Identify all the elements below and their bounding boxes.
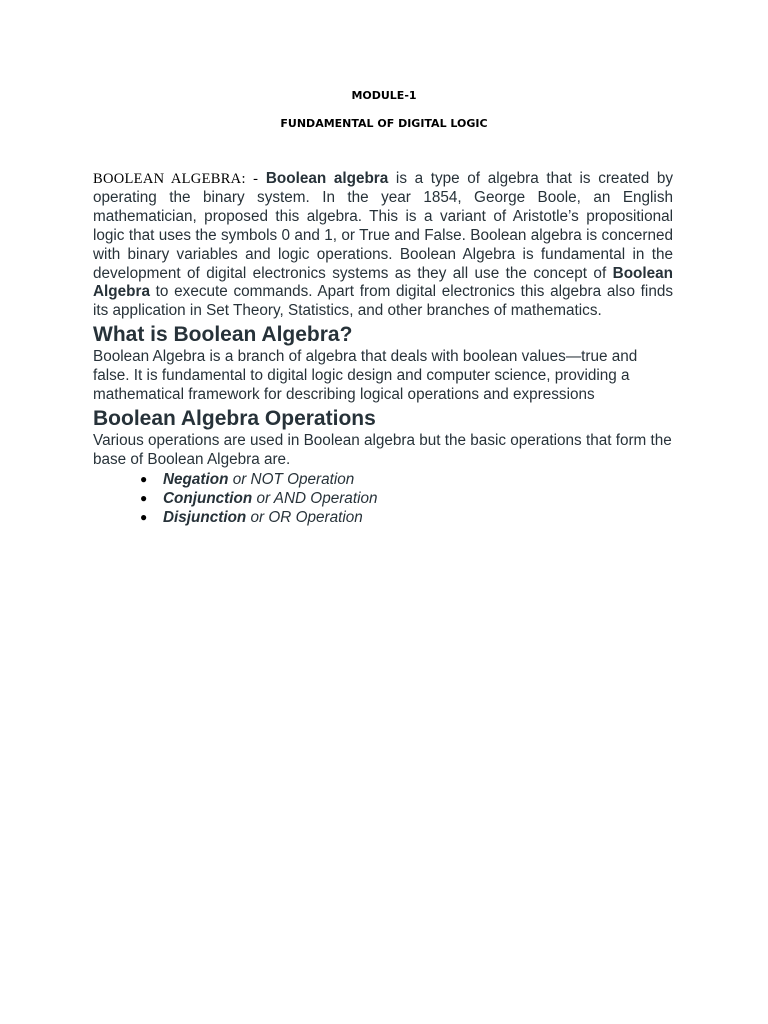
operation-term: Conjunction xyxy=(163,489,253,507)
operation-rest: or AND Operation xyxy=(252,489,378,507)
intro-lead: BOOLEAN ALGEBRA: - xyxy=(93,171,259,187)
list-item xyxy=(140,489,673,508)
operations-paragraph: Various operations are used in Boolean algebra but the basic operations that form the base of Boolean Algebra are. xyxy=(93,431,672,468)
intro-term-boolean-algebra: Boolean algebra xyxy=(265,170,389,187)
operation-term: Disjunction xyxy=(163,508,247,526)
bullet-icon: ● xyxy=(140,490,148,505)
document-body xyxy=(93,170,673,527)
intro-paragraph xyxy=(93,170,673,321)
operations-list xyxy=(93,470,673,527)
what-is-paragraph: Boolean Algebra is a branch of algebra that deals with boolean values—true and false. It is fundamental to digital logic design and computer science, providing a mathematical framework for describing logical operations and expressions xyxy=(93,348,638,404)
intro-text-part2: to execute commands. Apart from digital electronics this algebra also finds its application in Set Theory, Statistics, and other branches of mathematics. xyxy=(93,283,673,320)
bullet-icon: ● xyxy=(140,509,148,524)
heading-what-is-boolean-algebra: What is Boolean Algebra? xyxy=(93,323,353,347)
intro-term-boolean-algebra-2: Boolean Algebra xyxy=(93,264,673,301)
operation-rest: or OR Operation xyxy=(246,508,363,526)
heading-boolean-algebra-operations: Boolean Algebra Operations xyxy=(93,406,376,430)
operation-term: Negation xyxy=(163,470,229,488)
bullet-icon: ● xyxy=(140,471,148,486)
module-subtitle: FUNDAMENTAL OF DIGITAL LOGIC xyxy=(280,117,488,130)
module-label: MODULE-1 xyxy=(351,89,417,102)
intro-text-part1: is a type of algebra that is created by operating the binary system. In the year 1854, George Boole, an English mathematician, proposed this algebra. This is a variant of Aristotle’s propositional logic that uses the symbols 0 and 1, or True and False. Boolean algebra is concerned with binary variables and logic operations. Boolean Algebra is fundamental in the development of digital electronics systems as they all use the concept of xyxy=(93,170,674,282)
list-item xyxy=(140,508,673,527)
operation-rest: or NOT Operation xyxy=(228,470,355,488)
list-item xyxy=(140,470,673,489)
